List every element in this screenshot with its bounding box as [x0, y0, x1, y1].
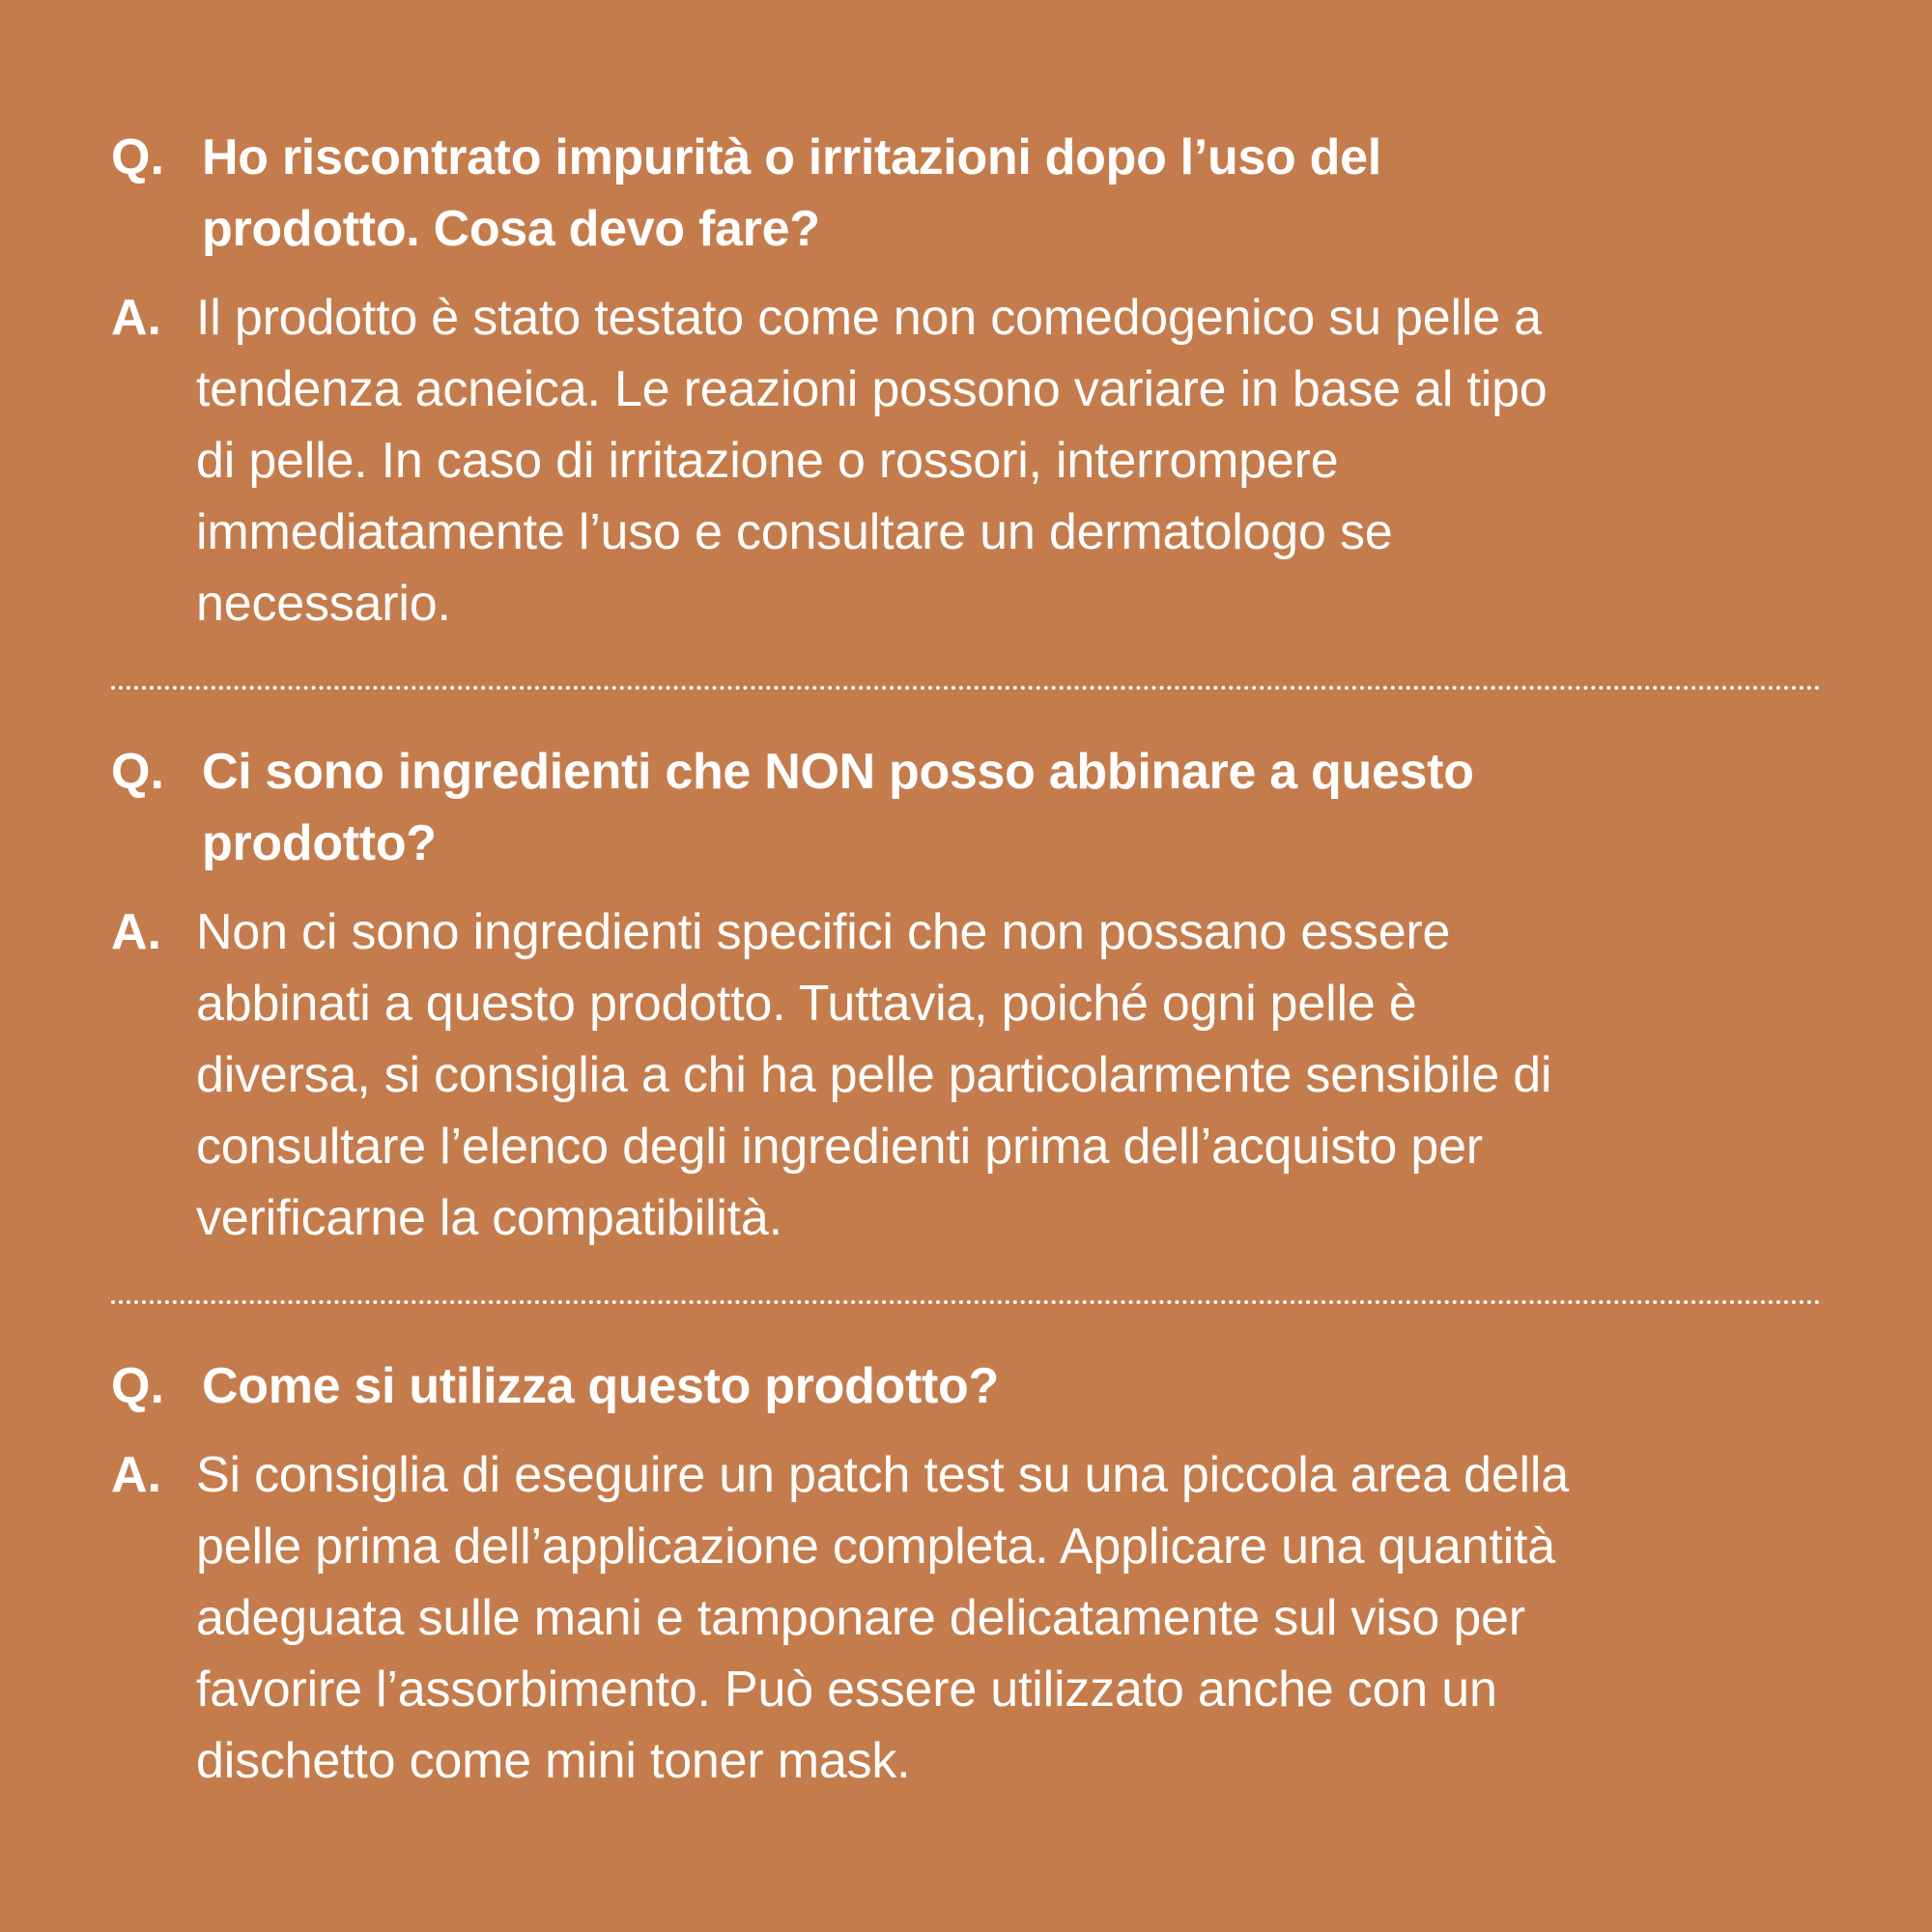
answer-line: Si consiglia di eseguire un patch test su una piccola area della: [196, 1447, 1569, 1503]
answer-line: pelle prima dell’applicazione completa. Applicare una quantità: [196, 1519, 1555, 1575]
answer-row: [111, 1439, 1821, 1797]
question-line: Ho riscontrato impurità o irritazioni dopo l’uso del: [202, 129, 1381, 185]
question-marker: Q.: [111, 1358, 164, 1414]
answer-line: necessario.: [196, 576, 451, 632]
answer-marker: A.: [111, 1447, 161, 1503]
answer-line: di pelle. In caso di irritazione o rossori, interrompere: [196, 433, 1339, 489]
question-row: [111, 122, 1821, 265]
answer-line: adeguata sulle mani e tamponare delicatamente sul viso per: [196, 1590, 1525, 1646]
answer-text: [196, 282, 1821, 639]
question-marker: Q.: [111, 744, 164, 800]
answer-line: verificarne la compatibilità.: [196, 1190, 782, 1246]
answer-marker: A.: [111, 904, 161, 960]
answer-line: dischetto come mini toner mask.: [196, 1733, 911, 1789]
faq-item-1: [111, 122, 1821, 639]
dotted-divider: [111, 1300, 1821, 1304]
answer-line: Il prodotto è stato testato come non comedogenico su pelle a: [196, 290, 1542, 346]
question-line: prodotto?: [202, 815, 437, 871]
answer-line: tendenza acneica. Le reazioni possono variare in base al tipo: [196, 361, 1548, 417]
answer-line: diversa, si consiglia a chi ha pelle particolarmente sensibile di: [196, 1047, 1552, 1103]
answer-row: [111, 282, 1821, 639]
question-text: [202, 1350, 1747, 1422]
answer-line: Non ci sono ingredienti specifici che non possano essere: [196, 904, 1451, 960]
question-text: [202, 736, 1747, 879]
answer-text: [196, 896, 1821, 1254]
answer-line: abbinati a questo prodotto. Tuttavia, poiché ogni pelle è: [196, 976, 1417, 1032]
answer-line: immediatamente l’uso e consultare un dermatologo se: [196, 504, 1393, 560]
answer-marker: A.: [111, 290, 161, 346]
question-line: Come si utilizza questo prodotto?: [202, 1358, 999, 1414]
question-line: Ci sono ingredienti che NON posso abbinare a questo: [202, 744, 1474, 800]
question-line: prodotto. Cosa devo fare?: [202, 201, 820, 257]
answer-line: favorire l’assorbimento. Può essere utilizzato anche con un: [196, 1662, 1497, 1718]
question-row: [111, 736, 1821, 879]
faq-item-2: [111, 736, 1821, 1254]
dotted-divider: [111, 686, 1821, 690]
question-text: [202, 122, 1747, 265]
question-marker: Q.: [111, 129, 164, 185]
answer-text: [196, 1439, 1821, 1797]
answer-line: consultare l’elenco degli ingredienti prima dell’acquisto per: [196, 1119, 1483, 1175]
faq-item-3: [111, 1350, 1821, 1797]
answer-row: [111, 896, 1821, 1254]
question-row: [111, 1350, 1821, 1422]
